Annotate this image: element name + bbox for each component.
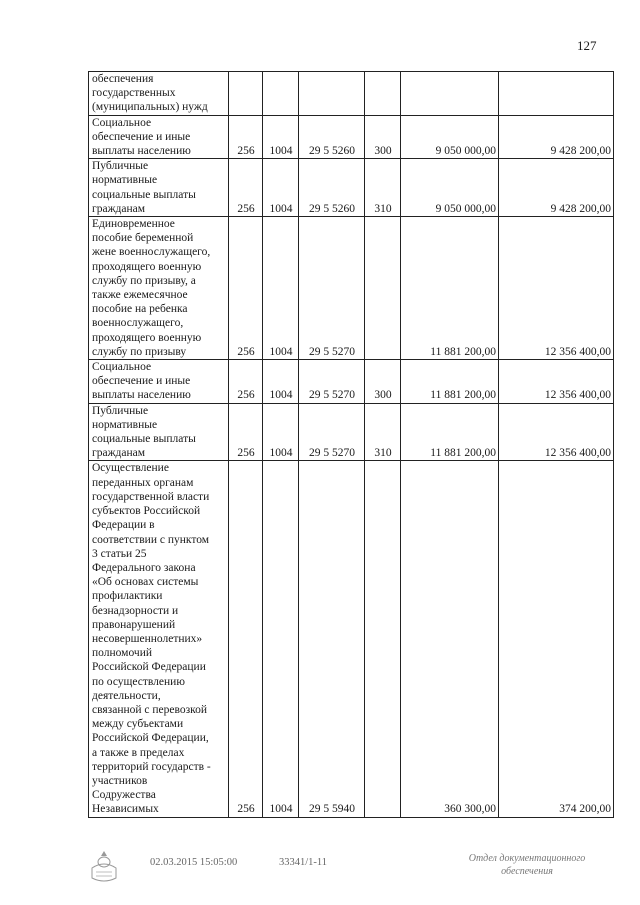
- vr-cell: 300: [365, 360, 401, 404]
- sum-2017-cell: 9 428 200,00: [499, 159, 614, 217]
- sum-2016-cell: [401, 72, 499, 116]
- footer-doc-code: 33341/1-11: [279, 857, 328, 868]
- sum-2016-cell: 11 881 200,00: [401, 360, 499, 404]
- csr-cell: [299, 72, 365, 116]
- csr-cell: 29 5 5270: [299, 217, 365, 360]
- ved-cell: 256: [229, 159, 263, 217]
- table-row: [89, 360, 614, 404]
- sum-2017-cell: 12 356 400,00: [499, 360, 614, 404]
- vr-cell: [365, 217, 401, 360]
- rzpr-cell: 1004: [263, 360, 299, 404]
- stamp-line-2: обеспечения: [501, 866, 553, 877]
- sum-2017-cell: 374 200,00: [499, 461, 614, 817]
- sum-2017-cell: 9 428 200,00: [499, 115, 614, 159]
- csr-cell: 29 5 5270: [299, 403, 365, 461]
- sum-2016-cell: 9 050 000,00: [401, 159, 499, 217]
- table-row: [89, 115, 614, 159]
- csr-cell: 29 5 5940: [299, 461, 365, 817]
- ved-cell: [229, 72, 263, 116]
- ved-cell: 256: [229, 403, 263, 461]
- emblem-icon: [88, 848, 120, 886]
- sum-2016-cell: 11 881 200,00: [401, 217, 499, 360]
- sum-2017-cell: [499, 72, 614, 116]
- csr-cell: 29 5 5270: [299, 360, 365, 404]
- vr-cell: 300: [365, 115, 401, 159]
- csr-cell: 29 5 5260: [299, 115, 365, 159]
- vr-cell: 310: [365, 403, 401, 461]
- ved-cell: 256: [229, 461, 263, 817]
- page-number: 127: [577, 38, 597, 53]
- budget-table: [88, 71, 614, 818]
- rzpr-cell: 1004: [263, 403, 299, 461]
- table-row: [89, 461, 614, 817]
- stamp-line-1: Отдел документационного: [468, 853, 586, 864]
- footer-datetime: 02.03.2015 15:05:00: [150, 857, 238, 868]
- table-row: [89, 159, 614, 217]
- department-stamp: [452, 852, 602, 878]
- rzpr-cell: [263, 72, 299, 116]
- ved-cell: 256: [229, 115, 263, 159]
- row-name-cell: Социальное обеспечение и иные выплаты населению: [89, 360, 229, 404]
- row-name-cell: Публичные нормативные социальные выплаты гражданам: [89, 403, 229, 461]
- vr-cell: [365, 72, 401, 116]
- table-row: [89, 217, 614, 360]
- ved-cell: 256: [229, 360, 263, 404]
- sum-2017-cell: 12 356 400,00: [499, 217, 614, 360]
- rzpr-cell: 1004: [263, 115, 299, 159]
- row-name-cell: Социальное обеспечение и иные выплаты населению: [89, 115, 229, 159]
- table-row: [89, 403, 614, 461]
- ved-cell: 256: [229, 217, 263, 360]
- sum-2016-cell: 360 300,00: [401, 461, 499, 817]
- rzpr-cell: 1004: [263, 159, 299, 217]
- row-name-cell: Единовременное пособие беременной жене военнослужащего, проходящего военную службу по призыву, а также ежемесячное пособие на ребенка военнослужащего, проходящего военную службу по призыву: [89, 217, 229, 360]
- vr-cell: 310: [365, 159, 401, 217]
- rzpr-cell: 1004: [263, 217, 299, 360]
- table-row: [89, 72, 614, 116]
- csr-cell: 29 5 5260: [299, 159, 365, 217]
- row-name-cell: Публичные нормативные социальные выплаты гражданам: [89, 159, 229, 217]
- vr-cell: [365, 461, 401, 817]
- row-name-cell: Осуществление переданных органам государственной власти субъектов Российской Федерации в соответствии с пунктом 3 статьи 25 Федерального закона «Об основах системы профилактики безнадзорности и правонарушений несовершеннолетних» полномочий Российской Федерации по осуществлению деятельности, связанной с перевозкой между субъектами Российской Федерации, а также в пределах территорий государств - участников Содружества Независимых: [89, 461, 229, 817]
- rzpr-cell: 1004: [263, 461, 299, 817]
- sum-2017-cell: 12 356 400,00: [499, 403, 614, 461]
- sum-2016-cell: 9 050 000,00: [401, 115, 499, 159]
- row-name-cell: обеспечения государственных (муниципальных) нужд: [89, 72, 229, 116]
- sum-2016-cell: 11 881 200,00: [401, 403, 499, 461]
